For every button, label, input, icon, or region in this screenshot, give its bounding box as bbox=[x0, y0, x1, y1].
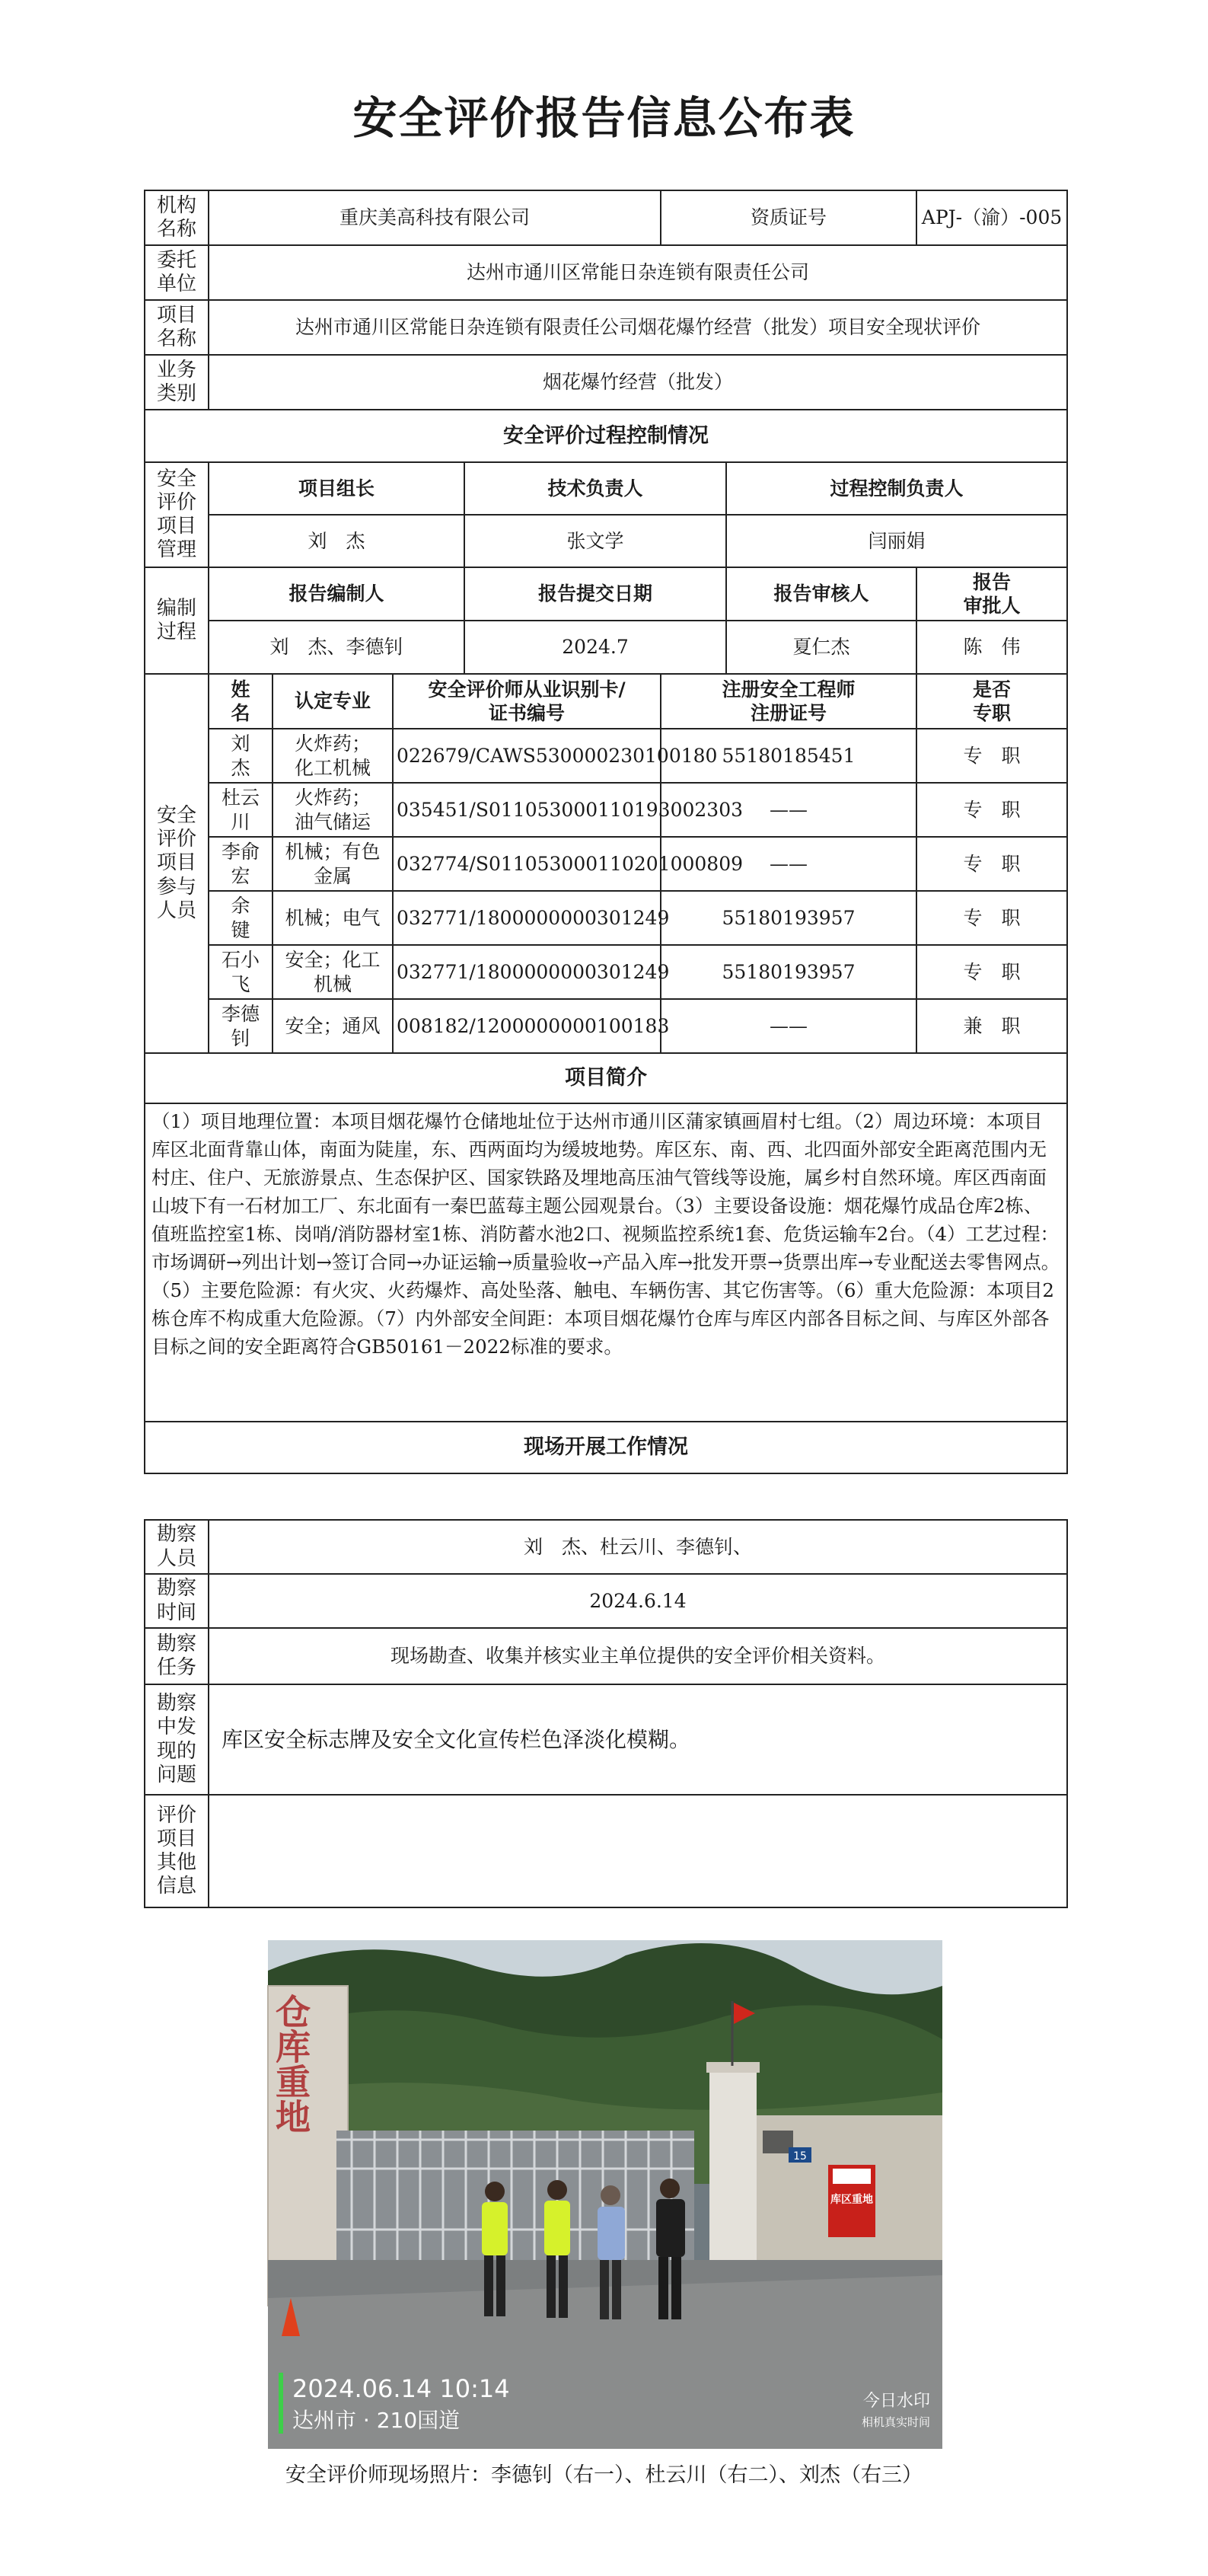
participant-specialty: 机械；有色金属 bbox=[273, 837, 393, 891]
other-info bbox=[209, 1795, 1067, 1907]
submit-date: 2024.7 bbox=[464, 621, 726, 674]
participant-specialty: 安全；通风 bbox=[273, 999, 393, 1053]
site-survey-table bbox=[144, 1519, 1068, 1908]
other-info-label: 评价 项目 其他 信息 bbox=[145, 1795, 209, 1907]
participant-fulltime: 专 职 bbox=[916, 783, 1067, 837]
participant-engineer: —— bbox=[661, 999, 916, 1053]
client-label: 委托 单位 bbox=[145, 245, 209, 300]
table-row bbox=[145, 729, 1067, 783]
participant-engineer: 55180193957 bbox=[661, 945, 916, 999]
report-info-table bbox=[144, 190, 1068, 1474]
participant-specialty: 机械；电气 bbox=[273, 891, 393, 945]
header-card-number: 安全评价师从业识别卡/ 证书编号 bbox=[393, 674, 661, 729]
participant-fulltime: 兼 职 bbox=[916, 999, 1067, 1053]
reviewer-name: 夏仁杰 bbox=[726, 621, 916, 674]
team-leader-name: 刘 杰 bbox=[209, 515, 464, 567]
participant-specialty: 火炸药； 油气储运 bbox=[273, 783, 393, 837]
header-compiler: 报告编制人 bbox=[209, 567, 464, 621]
survey-findings: 库区安全标志牌及安全文化宣传栏色泽淡化模糊。 bbox=[209, 1684, 1067, 1795]
org-name: 重庆美高科技有限公司 bbox=[209, 190, 661, 245]
site-photo bbox=[268, 1940, 942, 2449]
project-label: 项目 名称 bbox=[145, 300, 209, 355]
participant-card: 032771/1800000000301249 bbox=[393, 945, 661, 999]
participant-card: 008182/1200000000100183 bbox=[393, 999, 661, 1053]
survey-findings-label: 勘察 中发 现的 问题 bbox=[145, 1684, 209, 1795]
plate-text: 库区重地 bbox=[830, 2194, 873, 2206]
survey-staff-label: 勘察 人员 bbox=[145, 1520, 209, 1574]
header-submit-date: 报告提交日期 bbox=[464, 567, 726, 621]
site-photo-illustration bbox=[268, 1940, 942, 2449]
participant-name: 杜云川 bbox=[209, 783, 273, 837]
participant-specialty: 安全；化工机械 bbox=[273, 945, 393, 999]
participant-card: 022679/CAWS530000230100180 bbox=[393, 729, 661, 783]
participant-name: 李俞宏 bbox=[209, 837, 273, 891]
photo-timestamp: 2024.06.14 10:14 bbox=[292, 2374, 510, 2403]
participant-fulltime: 专 职 bbox=[916, 945, 1067, 999]
participant-engineer: —— bbox=[661, 837, 916, 891]
table-row bbox=[145, 783, 1067, 837]
participant-fulltime: 专 职 bbox=[916, 837, 1067, 891]
participant-engineer: 55180185451 bbox=[661, 729, 916, 783]
project-name: 达州市通川区常能日杂连锁有限责任公司烟花爆竹经营（批发）项目安全现状评价 bbox=[209, 300, 1067, 355]
photo-caption: 安全评价师现场照片：李德钊（右一）、杜云川（右二）、刘杰（右三） bbox=[285, 2463, 923, 2487]
participant-name: 李德钊 bbox=[209, 999, 273, 1053]
participant-card: 035451/S011053000110193002303 bbox=[393, 783, 661, 837]
survey-staff: 刘 杰、杜云川、李德钊、 bbox=[209, 1520, 1067, 1574]
survey-time-label: 勘察 时间 bbox=[145, 1574, 209, 1628]
photo-location: 达州市 · 210国道 bbox=[292, 2408, 461, 2433]
header-tech-lead: 技术负责人 bbox=[464, 462, 726, 515]
process-control-heading: 安全评价过程控制情况 bbox=[145, 410, 1067, 462]
survey-time: 2024.6.14 bbox=[209, 1574, 1067, 1628]
watermark-subtitle: 相机真实时间 bbox=[861, 2415, 930, 2429]
approver-name: 陈 伟 bbox=[916, 621, 1067, 674]
business-type: 烟花爆竹经营（批发） bbox=[209, 355, 1067, 410]
table-row bbox=[145, 999, 1067, 1053]
page-title: 安全评价报告信息公布表 bbox=[352, 92, 856, 144]
header-team-leader: 项目组长 bbox=[209, 462, 464, 515]
participant-card: 032771/1800000000301249 bbox=[393, 891, 661, 945]
participant-name: 刘 杰 bbox=[209, 729, 273, 783]
org-label: 机构 名称 bbox=[145, 190, 209, 245]
participant-fulltime: 专 职 bbox=[916, 729, 1067, 783]
intro-heading: 项目简介 bbox=[145, 1053, 1067, 1103]
header-name: 姓 名 bbox=[209, 674, 273, 729]
management-label: 安全 评价 项目 管理 bbox=[145, 462, 209, 567]
survey-task: 现场勘查、收集并核实业主单位提供的安全评价相关资料。 bbox=[209, 1628, 1067, 1684]
header-approver: 报告 审批人 bbox=[916, 567, 1067, 621]
header-fulltime: 是否 专职 bbox=[916, 674, 1067, 729]
site-work-heading: 现场开展工作情况 bbox=[145, 1422, 1067, 1473]
cert-number: APJ-（渝）-005 bbox=[916, 190, 1067, 245]
client-name: 达州市通川区常能日杂连锁有限责任公司 bbox=[209, 245, 1067, 300]
compile-label: 编制 过程 bbox=[145, 567, 209, 674]
tech-lead-name: 张文学 bbox=[464, 515, 726, 567]
survey-task-label: 勘察 任务 bbox=[145, 1628, 209, 1684]
process-lead-name: 闫丽娟 bbox=[726, 515, 1067, 567]
table-row bbox=[145, 837, 1067, 891]
participant-card: 032774/S011053000110201000809 bbox=[393, 837, 661, 891]
header-specialty: 认定专业 bbox=[273, 674, 393, 729]
gate-number: 15 bbox=[793, 2150, 807, 2163]
participants-label: 安全 评价 项目 参与 人员 bbox=[145, 674, 209, 1053]
header-reviewer: 报告审核人 bbox=[726, 567, 916, 621]
project-intro-text: （1）项目地理位置：本项目烟花爆竹仓储地址位于达州市通川区蒲家镇画眉村七组。（2）周边环境：本项目库区北面背靠山体，南面为陡崖，东、西两面均为缓坡地势。库区东、南、西、北四面外部安全距离范围内无村庄、住户、无旅游景点、生态保护区、国家铁路及埋地高压油气管线等设施，属乡村自然环境。库区西南面山坡下有一石材加工厂、东北面有一秦巴蓝莓主题公园观景台。（3）主要设备设施：烟花爆竹成品仓库2栋、值班监控室1栋、岗哨/消防器材室1栋、消防蓄水池2口、视频监控系统1套、危货运输车2台。（4）工艺过程：市场调研→列出计划→签订合同→办证运输→质量验收→产品入库→批发开票→货票出库→专业配送去零售网点。（5）主要危险源：有火灾、火药爆炸、高处坠落、触电、车辆伤害、其它伤害等。（6）重大危险源：本项目2栋仓库不构成重大危险源。（7）内外部安全间距：本项目烟花爆竹仓库与库区内部各目标之间、与库区外部各目标之间的安全距离符合GB50161－2022标准的要求。 bbox=[145, 1103, 1067, 1422]
watermark-brand: 今日水印 bbox=[862, 2392, 930, 2411]
compiler-names: 刘 杰、李德钊 bbox=[209, 621, 464, 674]
participant-engineer: —— bbox=[661, 783, 916, 837]
participant-name: 石小飞 bbox=[209, 945, 273, 999]
participant-specialty: 火炸药； 化工机械 bbox=[273, 729, 393, 783]
participant-name: 余 键 bbox=[209, 891, 273, 945]
participant-fulltime: 专 职 bbox=[916, 891, 1067, 945]
table-row bbox=[145, 945, 1067, 999]
cert-label: 资质证号 bbox=[661, 190, 916, 245]
header-engineer-number: 注册安全工程师 注册证号 bbox=[661, 674, 916, 729]
table-row bbox=[145, 891, 1067, 945]
header-process-lead: 过程控制负责人 bbox=[726, 462, 1067, 515]
gate-sign-text: 仓库重地 bbox=[270, 1993, 311, 2134]
business-label: 业务 类别 bbox=[145, 355, 209, 410]
participant-engineer: 55180193957 bbox=[661, 891, 916, 945]
